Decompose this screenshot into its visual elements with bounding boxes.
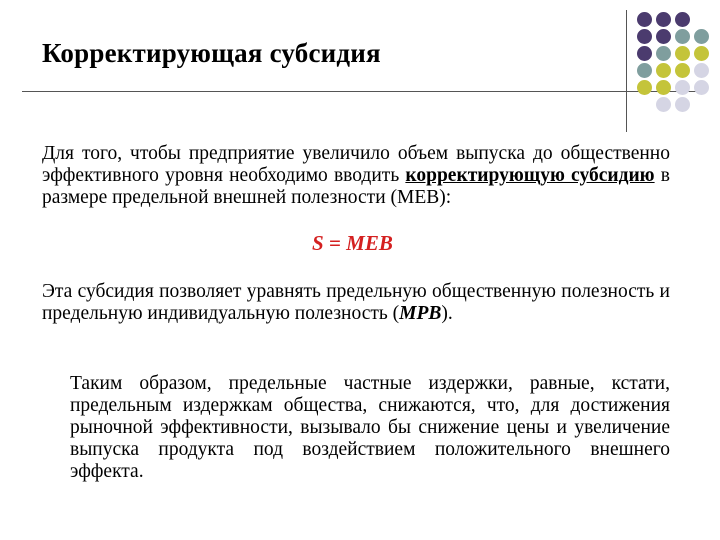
vertical-rule: [626, 10, 627, 132]
p2-text-after: ).: [441, 303, 453, 324]
decor-dot: [656, 97, 671, 112]
decor-dot: [656, 46, 671, 61]
paragraph-subsidy-definition: [42, 143, 670, 209]
decor-dot: [637, 12, 652, 27]
p1-text-after: в размере предельной внешней полезности (МЕВ):: [42, 165, 670, 208]
decor-dot: [656, 12, 671, 27]
horizontal-rule: [22, 91, 697, 92]
decor-dot: [675, 63, 690, 78]
decor-dot: [675, 46, 690, 61]
p1-bold-term: корректирующую субсидию: [405, 165, 655, 186]
decor-dot: [637, 63, 652, 78]
decor-dot: [694, 80, 709, 95]
decorative-dots: [637, 12, 717, 116]
page-title: Корректирующая субсидия: [42, 38, 381, 68]
paragraph-conclusion: Таким образом, предельные частные издержки, равные, кстати, предельным издержкам общества, снижаются, что, для достижения рыночной эффективности, вызывало бы снижение цены и увеличение выпуска продукта под воздействием положительного внешнего эффекта.: [70, 373, 670, 482]
paragraph-subsidy-effect: [42, 281, 670, 325]
decor-dot: [637, 29, 652, 44]
decor-dot: [675, 80, 690, 95]
decor-dot: [637, 46, 652, 61]
decor-dot: [656, 63, 671, 78]
decor-dot: [675, 12, 690, 27]
p2-text-before: Эта субсидия позволяет уравнять предельную общественную полезность и предельную индивидуальную полезность (: [42, 281, 670, 324]
decor-dot: [675, 29, 690, 44]
decor-dot: [694, 29, 709, 44]
decor-dot: [675, 97, 690, 112]
formula: S = MEB: [312, 231, 393, 255]
p2-bold-term: MPB: [399, 303, 442, 324]
decor-dot: [656, 29, 671, 44]
decor-dot: [637, 80, 652, 95]
decor-dot: [656, 80, 671, 95]
decor-dot: [694, 63, 709, 78]
p1-text-before: Для того, чтобы предприятие увеличило объем выпуска до общественно эффективного уровня необходимо вводить: [42, 143, 670, 186]
decor-dot: [694, 46, 709, 61]
